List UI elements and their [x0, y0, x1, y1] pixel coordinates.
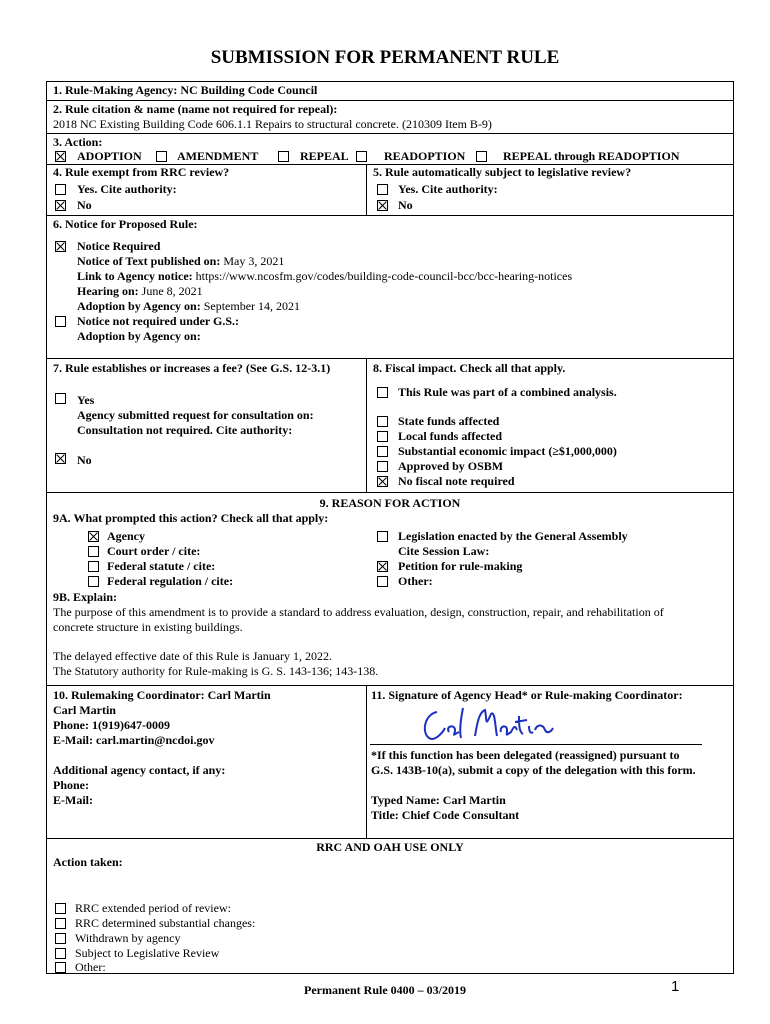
prompted-label: 9A. What prompted this action? Check all that apply:: [53, 511, 329, 525]
action-label: 3. Action:: [53, 135, 103, 149]
rrc-exempt-no-label: No: [77, 198, 92, 212]
amendment-label: AMENDMENT: [177, 149, 259, 163]
coordinator-phone: Phone: 1(919)647-0009: [53, 718, 170, 732]
petition-label: Petition for rule-making: [398, 559, 523, 573]
delegation-note: G.S. 143B-10(a), submit a copy of the delegation with this form.: [371, 763, 696, 777]
legislation-checkbox[interactable]: [377, 531, 388, 542]
repeal-checkbox[interactable]: [278, 151, 289, 162]
legislative-review-label: 5. Rule automatically subject to legislative review?: [373, 165, 632, 179]
no-fiscal-note-label: No fiscal note required: [398, 474, 515, 488]
divider: [46, 838, 734, 839]
notice-required-label: Notice Required: [77, 239, 161, 253]
fee-yes-label: Yes: [77, 393, 95, 407]
federal-regulation-label: Federal regulation / cite:: [107, 574, 234, 588]
fee-no-checkbox[interactable]: [55, 453, 66, 464]
signature-line: [370, 744, 702, 745]
combined-analysis-checkbox[interactable]: [377, 387, 388, 398]
osbm-label: Approved by OSBM: [398, 459, 504, 473]
readoption-label: READOPTION: [384, 149, 466, 163]
adoption-date: [77, 299, 300, 314]
session-law-label: Cite Session Law:: [398, 544, 490, 558]
repeal-through-readoption-label: REPEAL through READOPTION: [503, 149, 680, 163]
column-divider: [366, 164, 367, 215]
hearing-date-value: June 8, 2021: [141, 284, 203, 298]
repeal-label: REPEAL: [300, 149, 349, 163]
rrc-substantial-checkbox[interactable]: [55, 918, 66, 929]
column-divider: [366, 685, 367, 838]
adoption-checkbox[interactable]: [55, 151, 66, 162]
text-published: [77, 254, 284, 269]
notice-not-required-checkbox[interactable]: [55, 316, 66, 327]
osbm-checkbox[interactable]: [377, 461, 388, 472]
form-title: SUBMISSION FOR PERMANENT RULE: [210, 47, 560, 68]
withdrawn-label: Withdrawn by agency: [75, 931, 181, 945]
court-order-label: Court order / cite:: [107, 544, 201, 558]
explain-text: The delayed effective date of this Rule is January 1, 2022.: [53, 649, 333, 663]
typed-name: Typed Name: Carl Martin: [371, 793, 506, 807]
substantial-impact-label: Substantial economic impact (≥$1,000,000): [398, 444, 617, 458]
legislative-review-no-label: No: [398, 198, 413, 212]
rule-citation-value: 2018 NC Existing Building Code 606.1.1 Repairs to structural concrete. (210309 Item B-9): [53, 117, 492, 131]
legislative-review-yes-label: Yes. Cite authority:: [398, 182, 498, 196]
fee-label: 7. Rule establishes or increases a fee? (See G.S. 12-3.1): [53, 361, 331, 375]
state-funds-label: State funds affected: [398, 414, 500, 428]
local-funds-checkbox[interactable]: [377, 431, 388, 442]
divider: [46, 358, 734, 359]
fiscal-impact-label: 8. Fiscal impact. Check all that apply.: [373, 361, 566, 375]
petition-checkbox[interactable]: [377, 561, 388, 572]
divider: [46, 215, 734, 216]
column-divider: [366, 358, 367, 492]
rrc-header: RRC AND OAH USE ONLY: [316, 840, 464, 854]
text-published-value: May 3, 2021: [223, 254, 285, 268]
court-order-checkbox[interactable]: [88, 546, 99, 557]
divider: [46, 100, 734, 101]
reason-header: 9. REASON FOR ACTION: [319, 496, 461, 510]
additional-contact-label: Additional agency contact, if any:: [53, 763, 226, 777]
no-fiscal-note-checkbox[interactable]: [377, 476, 388, 487]
additional-phone-label: Phone:: [53, 778, 89, 792]
agency-prompt-label: Agency: [107, 529, 145, 543]
repeal-through-readoption-checkbox[interactable]: [476, 151, 487, 162]
signature-label: 11. Signature of Agency Head* or Rule-making Coordinator:: [371, 688, 683, 702]
amendment-checkbox[interactable]: [156, 151, 167, 162]
fee-yes-checkbox[interactable]: [55, 393, 66, 404]
rrc-other-checkbox[interactable]: [55, 962, 66, 973]
explain-text: concrete structure in existing buildings.: [53, 620, 243, 634]
other-reason-checkbox[interactable]: [377, 576, 388, 587]
other-reason-label: Other:: [398, 574, 433, 588]
signature-image: [415, 702, 555, 744]
signer-title: Title: Chief Code Consultant: [371, 808, 520, 822]
agency-notice-link: [77, 269, 572, 284]
rule-citation-label: 2. Rule citation & name (name not required for repeal):: [53, 102, 338, 116]
notice-required-checkbox[interactable]: [55, 241, 66, 252]
hearing-date-label: Hearing on:: [77, 284, 139, 298]
form-footer: Permanent Rule 0400 – 03/2019: [304, 983, 466, 997]
explain-text: The purpose of this amendment is to provide a standard to address evaluation, design, construction, repair, and rehabilitation of: [53, 605, 664, 619]
rrc-exempt-label: 4. Rule exempt from RRC review?: [53, 165, 230, 179]
coordinator-email: E-Mail: carl.martin@ncdoi.gov: [53, 733, 215, 747]
coordinator-label: 10. Rulemaking Coordinator: Carl Martin: [53, 688, 271, 702]
text-published-label: Notice of Text published on:: [77, 254, 221, 268]
rrc-other-label: Other:: [75, 960, 106, 974]
coordinator-name: Carl Martin: [53, 703, 116, 717]
legislative-review-subject-label: Subject to Legislative Review: [75, 946, 220, 960]
hearing-date: [77, 284, 203, 299]
rrc-substantial-label: RRC determined substantial changes:: [75, 916, 256, 930]
divider: [46, 133, 734, 134]
consultation-request-label: Agency submitted request for consultation on:: [77, 408, 314, 422]
rrc-exempt-no-checkbox[interactable]: [55, 200, 66, 211]
substantial-impact-checkbox[interactable]: [377, 446, 388, 457]
explain-label: 9B. Explain:: [53, 590, 118, 604]
notice-not-required-label: Notice not required under G.S.:: [77, 314, 240, 328]
page-number: 1: [671, 978, 680, 995]
notice-label: 6. Notice for Proposed Rule:: [53, 217, 198, 231]
legislative-review-no-checkbox[interactable]: [377, 200, 388, 211]
rrc-extended-label: RRC extended period of review:: [75, 901, 231, 915]
legislative-review-subject-checkbox[interactable]: [55, 948, 66, 959]
federal-statute-checkbox[interactable]: [88, 561, 99, 572]
agency-prompt-checkbox[interactable]: [88, 531, 99, 542]
adoption-date-label: Adoption by Agency on:: [77, 299, 201, 313]
agency-notice-link-label: Link to Agency notice:: [77, 269, 193, 283]
adoption-date-value: September 14, 2021: [203, 299, 301, 313]
legislation-label: Legislation enacted by the General Assembly: [398, 529, 628, 543]
readoption-checkbox[interactable]: [356, 151, 367, 162]
divider: [46, 492, 734, 493]
federal-statute-label: Federal statute / cite:: [107, 559, 216, 573]
rule-making-agency: 1. Rule-Making Agency: NC Building Code Council: [53, 83, 318, 97]
agency-notice-link-value[interactable]: https://www.ncosfm.gov/codes/building-code-council-bcc/bcc-hearing-notices: [195, 269, 573, 283]
state-funds-checkbox[interactable]: [377, 416, 388, 427]
fee-no-label: No: [77, 453, 92, 467]
local-funds-label: Local funds affected: [398, 429, 502, 443]
combined-analysis-label: This Rule was part of a combined analysis.: [398, 385, 617, 399]
additional-email-label: E-Mail:: [53, 793, 93, 807]
rrc-exempt-yes-label: Yes. Cite authority:: [77, 182, 177, 196]
delegation-note: *If this function has been delegated (reassigned) pursuant to: [371, 748, 680, 762]
rrc-exempt-yes-checkbox[interactable]: [55, 184, 66, 195]
explain-text: The Statutory authority for Rule-making is G. S. 143-136; 143-138.: [53, 664, 379, 678]
consultation-not-required-label: Consultation not required. Cite authority:: [77, 423, 293, 437]
adoption-label: ADOPTION: [77, 149, 142, 163]
divider: [46, 685, 734, 686]
action-taken-label: Action taken:: [53, 855, 123, 869]
legislative-review-yes-checkbox[interactable]: [377, 184, 388, 195]
adoption-by-agency-label: Adoption by Agency on:: [77, 329, 201, 343]
rrc-extended-checkbox[interactable]: [55, 903, 66, 914]
federal-regulation-checkbox[interactable]: [88, 576, 99, 587]
withdrawn-checkbox[interactable]: [55, 933, 66, 944]
